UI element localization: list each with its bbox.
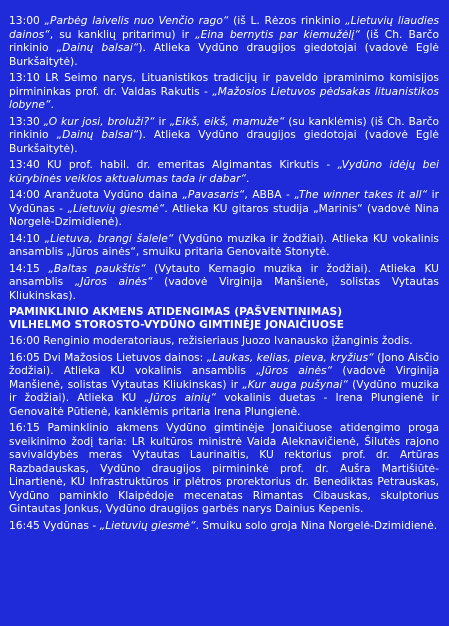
- italic-title: „Laukas, kelias, pieva, kryžius“: [206, 350, 374, 364]
- program-text: 14:00 Aranžuota Vydūno daina: [9, 188, 183, 201]
- section-heading: [9, 305, 439, 331]
- italic-title: „Lietuvių liaudies dainos“: [9, 14, 440, 41]
- italic-title: „Mažosios Lietuvos pėdsakas lituanistikos lobyne“: [9, 84, 439, 111]
- program-text: (Jono Aisčio žodžiai). Atlieka KU vokalinis ansamblis: [9, 350, 439, 378]
- italic-title: „Jūros ainės“: [74, 275, 153, 288]
- section-heading-line-1: PAMINKLINIO AKMENS ATIDENGIMAS (PAŠVENTINIMAS): [9, 305, 343, 318]
- italic-title: „Kur auga pušynai“: [242, 377, 348, 391]
- italic-title: „Eina bernytis par kiemužėlį“: [195, 27, 360, 41]
- italic-title: „Baltas paukštis“: [48, 261, 146, 275]
- italic-title: „Jūros ainės“: [256, 364, 333, 378]
- program-text: 14:15: [9, 261, 49, 275]
- italic-title: „Vydūno idėjų bei kūrybinės veiklos aktualumas tada ir dabar“: [9, 158, 440, 185]
- italic-title: „O kur josi, broluži?“: [43, 114, 155, 128]
- program-text: , su kanklių pritarimu) ir: [49, 27, 196, 41]
- program-text: (su kanklėmis) (iš Ch. Barčo rinkinio: [9, 114, 439, 141]
- italic-title: „Lietuvių giesmė“: [99, 518, 196, 532]
- italic-title: „Eikš, eikš, mamuže“: [169, 114, 285, 128]
- italic-title: „The winner takes it all“: [294, 188, 428, 201]
- italic-title: „Jūros ainių“: [144, 391, 217, 405]
- italic-title: „Pavasaris“: [182, 188, 245, 201]
- program-text: (Vydūno muzika ir žodžiai). Atlieka KU vokalinis ansamblis „Jūros ainės“, smuiku pritaria Genovaitė Stonytė.: [9, 231, 440, 258]
- italic-title: „Dainų balsai“: [56, 41, 139, 54]
- program-text: (iš L. Rėzos rinkinio: [228, 14, 346, 27]
- program-text: 13:00: [9, 14, 45, 27]
- program-text: ). Atlieka Vydūno draugijos giedotojai (vadovė Eglė Burkšaitytė).: [9, 128, 439, 155]
- program-text: 14:10: [9, 231, 45, 245]
- program-text: (Vydūno muzika ir žodžiai). Atlieka KU: [9, 377, 440, 405]
- program-text: 16:00 Renginio moderatoriaus, režisieriaus Juozo Ivanausko įžanginis žodis.: [9, 334, 413, 348]
- italic-title: „Dainų balsai“: [56, 128, 139, 141]
- program-item: [9, 232, 439, 259]
- program-text: ir Vydūnas -: [9, 188, 439, 215]
- program-text: (iš Ch. Barčo rinkinio: [9, 27, 439, 54]
- program-text: . Atlieka KU gitaros studija „Marinis“ (vadovė Nina Norgelė-Dzimidienė).: [9, 201, 439, 228]
- program-item: [9, 115, 439, 156]
- program-text: 16:05 Dvi Mažosios Lietuvos dainos:: [9, 350, 207, 364]
- program-item: [9, 158, 439, 185]
- program-item: [9, 188, 439, 229]
- program-item: [9, 14, 439, 68]
- program-text: 13:40 KU prof. habil. dr. emeritas Algimantas Kirkutis -: [9, 158, 338, 171]
- program-text: , ABBA -: [244, 188, 295, 201]
- italic-title: „Lietuva, brangi šalele“: [44, 231, 174, 245]
- program-text: 13:10 LR Seimo narys, Lituanistikos tradicijų ir paveldo įpraminimo komisijos pirmininkas prof. dr. Valdas Rakutis -: [9, 71, 439, 98]
- program-text: (vadovė Virginija Manšienė, solistas Vytautas Kliukinskas).: [9, 275, 439, 302]
- program-text: . Smuiku solo groja Nina Norgelė-Dzimidienė.: [195, 518, 438, 532]
- program-text: ir: [154, 114, 170, 128]
- section-heading-line-2: VILHELMO STOROSTO-VYDŪNO GIMTINĖJE JONAIČIUOSE: [9, 318, 344, 332]
- program-item: [9, 351, 439, 419]
- program-text: 16:45 Vydūnas -: [9, 518, 100, 532]
- program-text: (Vytauto Kernagio muzika ir žodžiai). Atlieka KU ansamblis: [9, 261, 439, 288]
- program-text: ). Atlieka Vydūno draugijos giedotojai (vadovė Eglė Burkšaitytė).: [9, 41, 439, 68]
- program-item: [9, 519, 439, 533]
- italic-title: „Parbėg laivelis nuo Venčio rago“: [44, 14, 229, 27]
- italic-title: „Lietuvių giesmė“: [67, 201, 165, 215]
- program-item: [9, 71, 439, 112]
- program-text: (vadovė Virginija Manšienė, solistas Vytautas Kliukinskas) ir: [9, 364, 440, 391]
- program-text: .: [246, 171, 250, 185]
- program-item: [9, 421, 439, 516]
- section-program-list: [9, 334, 439, 532]
- intro-program-list: [9, 14, 439, 302]
- program-item: [9, 262, 439, 303]
- program-text: 13:30: [9, 114, 44, 128]
- program-text: 16:15 Paminklinio akmens Vydūno gimtinėje Jonaičiuose atidengimo proga sveikinimo žodį taria: LR kultūros ministrė Vaida Aleknavičienė, Šilutės rajono savivaldybės meras Vytautas Laurinaitis, KU rektorius prof. dr. Artūras Razbadauskas, Vydūno draugijos pirmininkė prof. dr. Aušra Martišiūtė-Linartienė, KU Infrastruktūros ir plėtros prorektorius dr. Benediktas Petrauskas, Vydūno paminklo Klaipėdoje mecenatas Rimantas Cibauskas, skulptorius Gintautas Jonkus, Vydūno draugijos garbės narys Dainius Kepenis.: [9, 421, 439, 516]
- program-item: [9, 334, 439, 348]
- program-text: .: [50, 98, 54, 111]
- program-text: vokalinis duetas - Irena Plungienė ir Genovaitė Pūtienė, kanklėmis pritaria Irena Plungienė.: [9, 391, 439, 418]
